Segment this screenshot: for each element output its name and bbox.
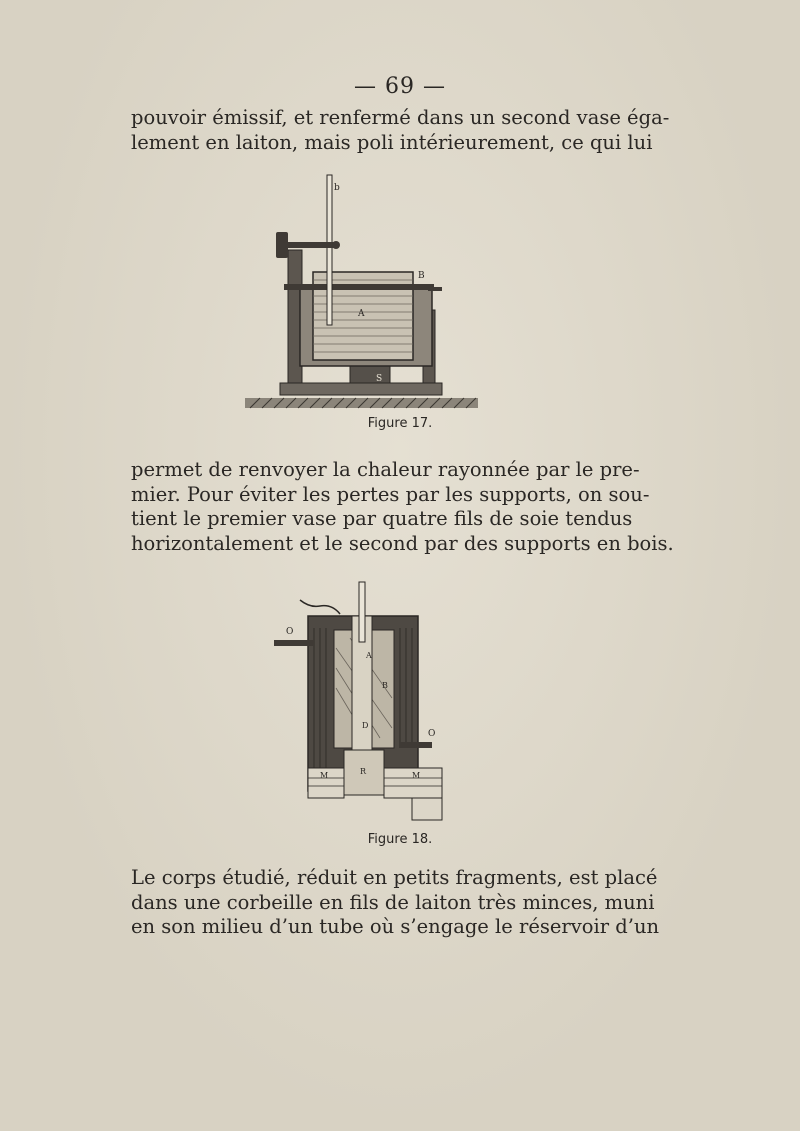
label-b: b [334,183,340,193]
paragraph-2 [131,458,674,556]
text-line: dans une corbeille en fils de laiton très minces, muni [131,890,655,914]
paragraph-1 [131,106,670,155]
label-A: A [358,309,365,319]
figure-17-caption: Figure 17. [367,416,433,431]
clamp-knob [332,241,340,249]
label-O-left: O [286,627,294,637]
rim-handle [428,287,442,291]
text-line: pouvoir émissif, et renfermé dans un second vase éga- [131,106,670,129]
text-line: tient le premier vase par quatre fils de soie tendus [131,507,633,530]
text-line: lement en laiton, mais poli intérieurement, ce qui lui [131,130,653,154]
label-M-left: M [320,771,329,780]
paragraph-3 [131,866,660,940]
label-R: R [360,767,367,776]
label-O-right: O [428,729,436,739]
figure-18-caption: Figure 18. [367,832,433,847]
thermometer [327,175,332,325]
figure-17-illustration [240,170,485,415]
bath-outlet [412,798,442,820]
page-number: — 69 — [354,74,446,99]
label-B: B [418,271,425,281]
text-line: mier. Pour éviter les pertes par les supports, on sou- [131,482,650,506]
thermometer [359,582,365,642]
base-board [280,383,442,395]
label-S: S [376,374,383,384]
label-M-right: M [412,771,421,780]
label-D: D [362,721,369,730]
wire [300,600,340,614]
right-pipe [400,742,432,748]
text-line: Le corps étudié, réduit en petits fragments, est placé [131,866,658,889]
figure-18-illustration [270,578,450,823]
left-pipe [274,640,314,646]
support-s [350,366,390,383]
label-B: B [382,681,388,690]
label-A: A [366,651,372,660]
vessel-rim [284,284,434,290]
text-line: en son milieu d’un tube où s’engage le réservoir d’un [131,915,660,938]
thermometer-clamp [280,242,335,248]
clamp-screw [276,232,288,258]
text-line: permet de renvoyer la chaleur rayonnée par le pre- [131,458,640,481]
text-line: horizontalement et le second par des supports en bois. [131,531,674,555]
